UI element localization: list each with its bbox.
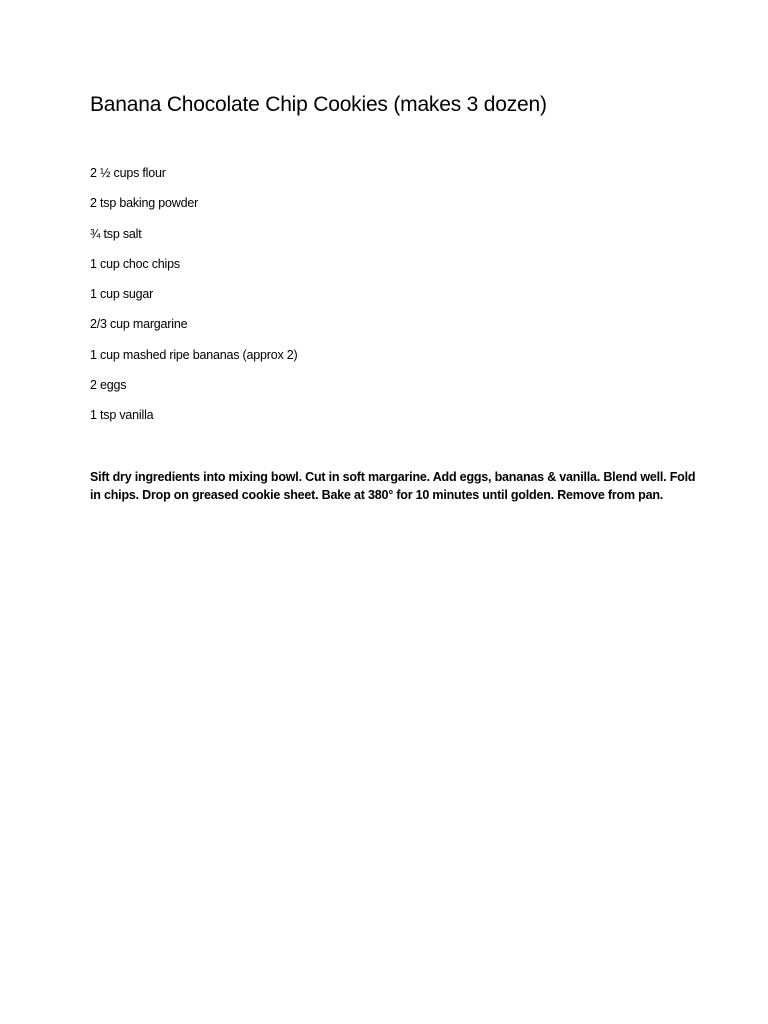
ingredient-list — [90, 165, 298, 438]
recipe-instructions: Sift dry ingredients into mixing bowl. Cut in soft margarine. Add eggs, bananas & vanilla. Blend well. Fold in chips. Drop on greased cookie sheet. Bake at 380° for 10 minutes until golden. Remove from pan. — [90, 470, 696, 502]
ingredient-item: 1 cup mashed ripe bananas (approx 2) — [90, 347, 298, 362]
ingredient-item: 2 ½ cups flour — [90, 166, 166, 180]
ingredient-item: 1 cup choc chips — [90, 256, 180, 271]
ingredient-item: 2/3 cup margarine — [90, 317, 188, 332]
ingredient-item: 1 cup sugar — [90, 287, 154, 302]
ingredient-item: 2 eggs — [90, 378, 127, 393]
ingredient-item: 1 tsp vanilla — [90, 408, 154, 423]
recipe-title: Banana Chocolate Chip Cookies (makes 3 dozen) — [90, 93, 547, 116]
ingredient-item: 2 tsp baking powder — [90, 196, 199, 211]
ingredient-item: ¾ tsp salt — [90, 226, 142, 241]
